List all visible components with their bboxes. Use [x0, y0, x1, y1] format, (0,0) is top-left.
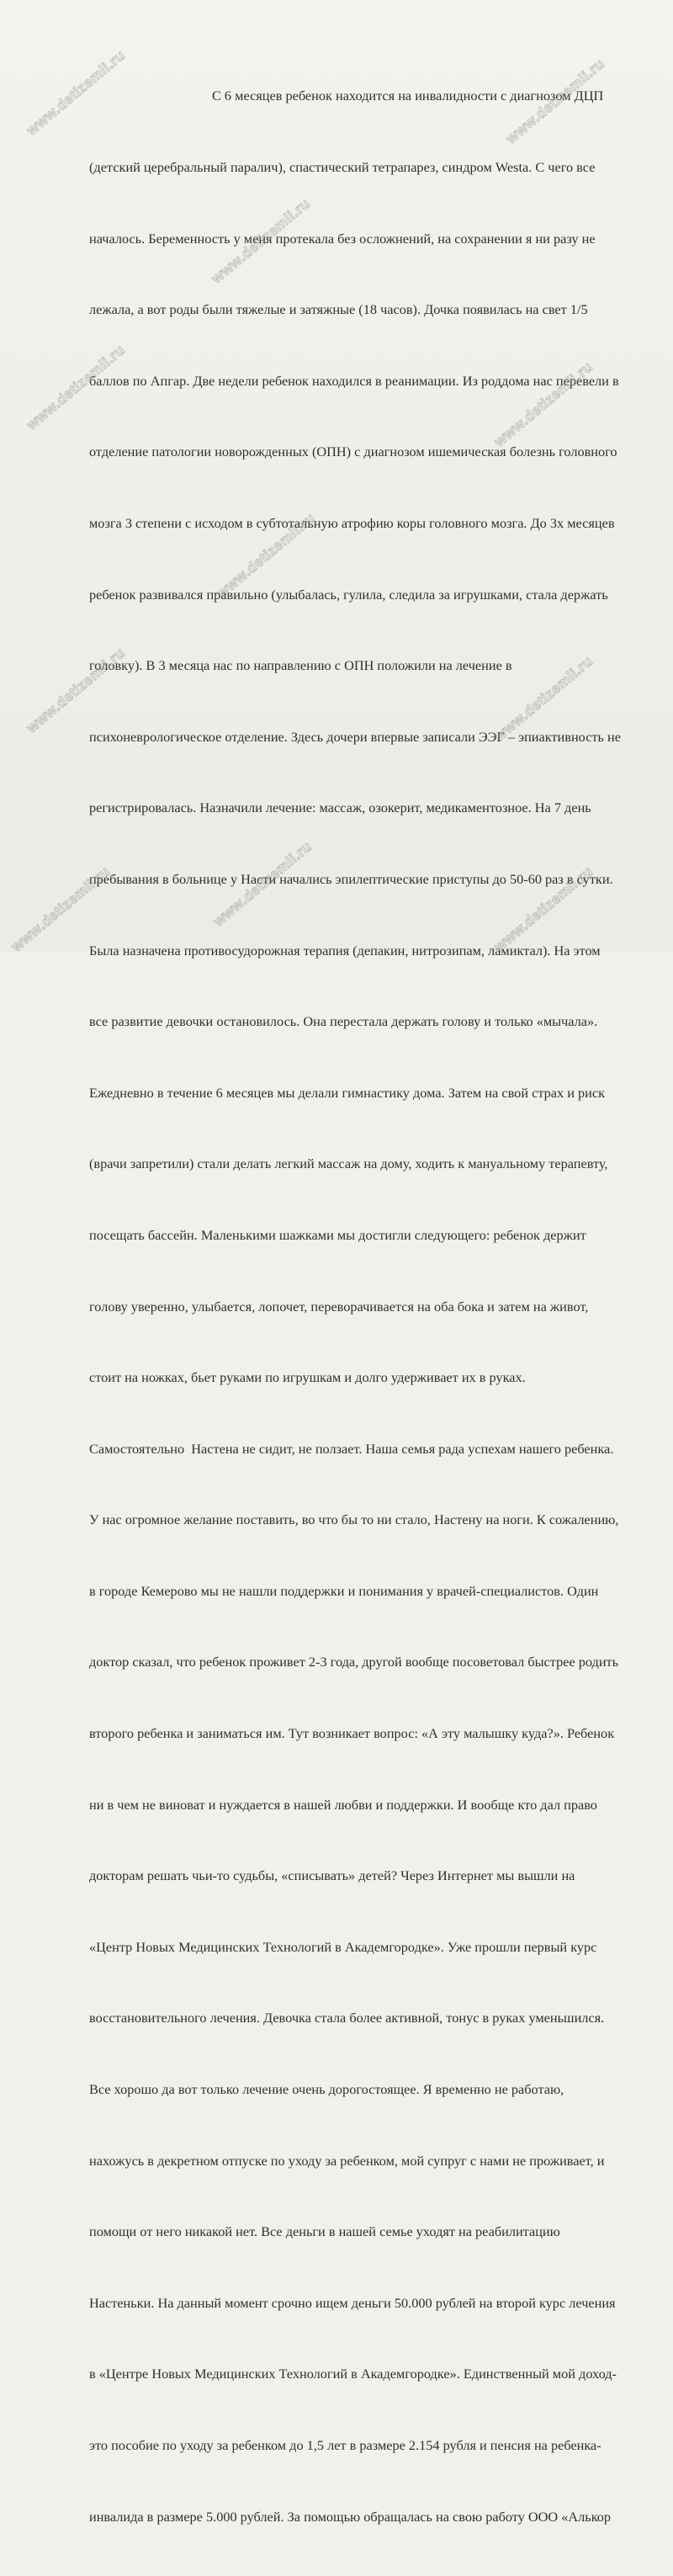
- text-line: лежала, а вот роды были тяжелые и затяжные (18 часов). Дочка появилась на свет 1/5: [89, 301, 588, 318]
- letter-body: [89, 37, 628, 2576]
- text-line: в «Центре Новых Медицинских Технологий в Академгородке». Единственный мой доход-: [89, 2366, 617, 2382]
- text-line: посещать бассейн. Маленькими шажками мы достигли следующего: ребенок держит: [89, 1226, 586, 1243]
- text-line: Настеньки. На данный момент срочно ищем деньги 50.000 рублей на второй курс лечения: [89, 2294, 616, 2311]
- text-line: баллов по Апгар. Две недели ребенок находился в реанимации. Из роддома нас перевели в: [89, 372, 619, 389]
- text-line: это пособие по уходу за ребенком до 1,5 лет в размере 2.154 рубля и пенсия на ребенка-: [89, 2437, 601, 2453]
- text-line: в городе Кемерово мы не нашли поддержки и понимания у врачей-специалистов. Один: [89, 1582, 599, 1599]
- text-line: отделение патологии новорожденных (ОПН) с диагнозом ишемическая болезнь головного: [89, 443, 617, 460]
- text-line: голову уверенно, улыбается, лопочет, переворачивается на оба бока и затем на живот,: [89, 1298, 589, 1315]
- text-line: ни в чем не виноват и нуждается в нашей любви и поддержки. И вообще кто дал право: [89, 1796, 597, 1813]
- text-line: С 6 месяцев ребенок находится на инвалидности с диагнозом ДЦП: [212, 88, 604, 104]
- text-line: мозга 3 степени с исходом в субтотальную атрофию коры головного мозга. До 3х месяцев: [89, 514, 615, 531]
- text-line: Ежедневно в течение 6 месяцев мы делали гимнастику дома. Затем на свой страх и риск: [89, 1084, 605, 1101]
- watermark: www.detizemli.ru: [210, 838, 315, 930]
- watermark: www.detizemli.ru: [491, 863, 596, 955]
- text-line: психоневрологическое отделение. Здесь дочери впервые записали ЭЭГ – эпиактивность не: [89, 728, 621, 745]
- text-line: началось. Беременность у меня протекала без осложнений, на сохранении я ни разу не: [89, 230, 596, 247]
- watermark: www.detizemli.ru: [209, 195, 314, 287]
- watermark: www.detizemli.ru: [491, 653, 596, 745]
- text-line: Была назначена противосудорожная терапия (депакин, нитрозипам, ламиктал). На этом: [89, 942, 601, 959]
- watermark: www.detizemli.ru: [24, 645, 129, 736]
- text-line: восстановительного лечения. Девочка стала более активной, тонус в руках уменьшился.: [89, 2010, 605, 2026]
- text-line: (детский церебральный паралич), спастический тетрапарез, синдром Westa. С чего все: [89, 159, 596, 175]
- watermark: www.detizemli.ru: [214, 510, 319, 602]
- text-line: У нас огромное желание поставить, во что бы то ни стало, Настену на ноги. К сожалению,: [89, 1511, 619, 1528]
- text-line: пребывания в больнице у Насти начались эпилептические приступы до 50-60 раз в сутки.: [89, 870, 613, 887]
- text-line: Все хорошо да вот только лечение очень дорогостоящее. Я временно не работаю,: [89, 2081, 564, 2098]
- text-line: ребенок развивался правильно (улыбалась, гулила, следила за игрушками, стала держать: [89, 586, 608, 603]
- text-line: второго ребенка и заниматься им. Тут возникает вопрос: «А эту малышку куда?». Ребенок: [89, 1725, 615, 1742]
- watermark: www.detizemli.ru: [491, 359, 596, 450]
- text-line: (врачи запретили) стали делать легкий массаж на дому, ходить к мануальному терапевту,: [89, 1155, 608, 1172]
- watermark: www.detizemli.ru: [503, 56, 608, 147]
- text-line: Самостоятельно Настена не сидит, не ползает. Наша семья рада успехам нашего ребенка.: [89, 1440, 614, 1457]
- text-line: «Центр Новых Медицинских Технологий в Академгородке». Уже прошли первый курс: [89, 1938, 597, 1955]
- text-line: все развитие девочки остановилось. Она перестала держать голову и только «мычала».: [89, 1013, 598, 1030]
- text-line: помощи от него никакой нет. Все деньги в нашей семье уходят на реабилитацию: [89, 2223, 560, 2240]
- text-line: головку). В 3 месяца нас по направлению с ОПН положили на лечение в: [89, 657, 512, 674]
- text-line: инвалида в размере 5.000 рублей. За помощью обращалась на свою работу ООО «Алькор: [89, 2508, 612, 2525]
- text-line: доктор сказал, что ребенок проживет 2-3 года, другой вообще посоветовал быстрее родить: [89, 1654, 619, 1670]
- text-line: докторам решать чьи-то судьбы, «списывать» детей? Через Интернет мы вышли на: [89, 1867, 575, 1884]
- text-line: регистрировалась. Назначили лечение: массаж, озокерит, медикаментозное. На 7 день: [89, 799, 591, 816]
- watermark: www.detizemli.ru: [8, 863, 114, 955]
- text-line: нахожусь в декретном отпуске по уходу за ребенком, мой супруг с нами не проживает, и: [89, 2152, 605, 2169]
- watermark: www.detizemli.ru: [24, 342, 129, 433]
- watermark: www.detizemli.ru: [24, 47, 129, 139]
- text-line: стоит на ножках, бьет руками по игрушкам и долго удерживает их в руках.: [89, 1369, 526, 1386]
